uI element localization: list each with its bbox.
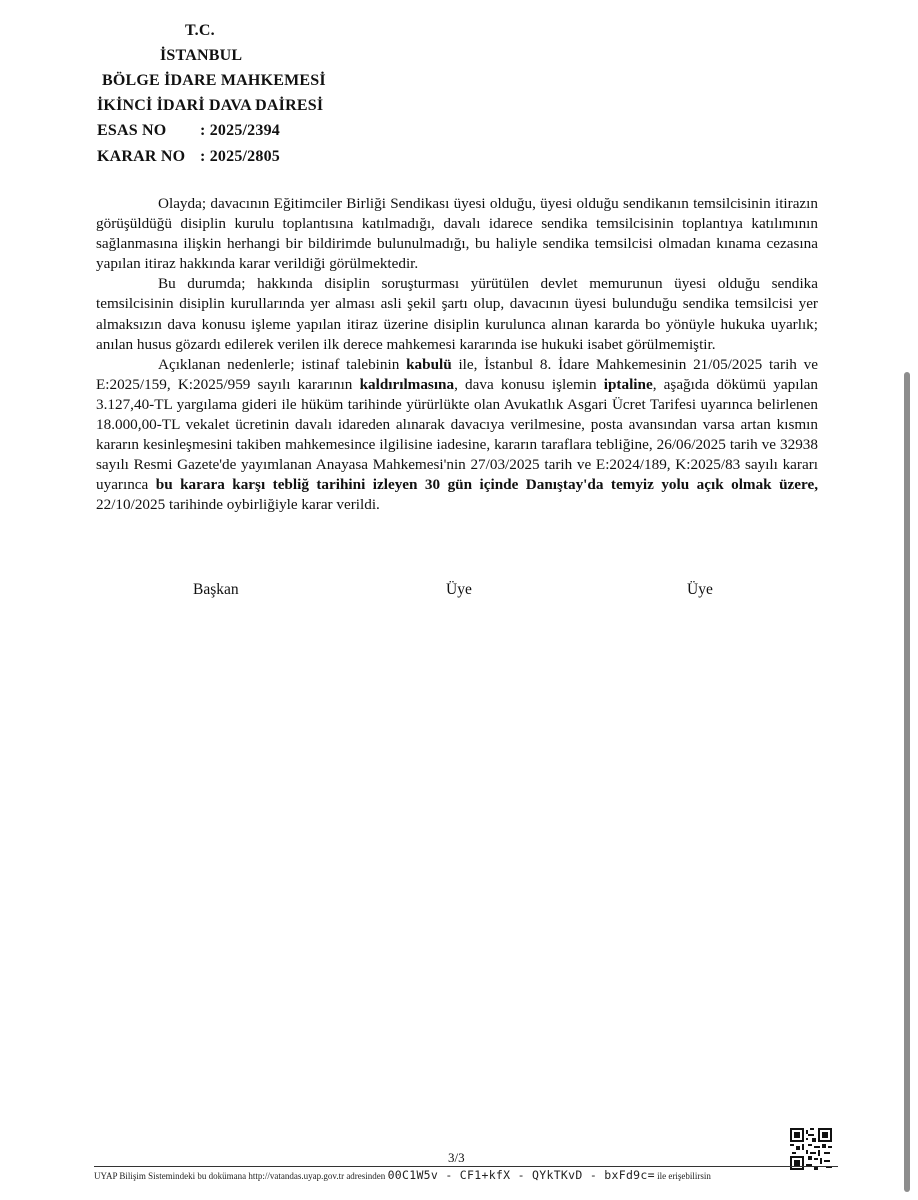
decision-body bbox=[96, 194, 818, 516]
footer-divider bbox=[94, 1166, 838, 1167]
footer-suffix: ile erişebilirsin bbox=[657, 1171, 711, 1181]
footer-prefix: UYAP Bilişim Sistemindeki bu dokümana http://vatandas.uyap.gov.tr adresinden bbox=[94, 1171, 386, 1181]
paragraph-1: Olayda; davacının Eğitimciler Birliği Sendikası üyesi olduğu, üyesi olduğu sendikanın temsilcisinin itirazın görüşüldüğü disiplin kurulu toplantısına katılmadığı, davalı idarece sendika temsilcisinin toplantıya katılımının sağlanmasına ilişkin herhangi bir bildirimde bulunulmadığı, bu haliyle sendika temsilcisi olmadan kınama cezasına yapılan itiraz hakkında karar verildiği görülmektedir. bbox=[96, 195, 818, 273]
p3-bold-kabulu: kabulü bbox=[406, 355, 452, 373]
header-court: BÖLGE İDARE MAHKEMESİ bbox=[102, 72, 326, 89]
qr-code-icon bbox=[790, 1128, 832, 1170]
p3-text-1: Açıklanan nedenlerle; istinaf talebinin bbox=[158, 355, 407, 373]
p3-text-2: ile, İstanbul 8. İdare Mahkemesinin 21/05/2025 tarih ve E:2025/159, K:2025/959 sayılı kararının bbox=[96, 355, 818, 393]
p3-text-3: , dava konusu işlemin bbox=[454, 375, 604, 393]
signature-baskan: Başkan bbox=[193, 581, 239, 598]
paragraph-3 bbox=[96, 355, 818, 516]
p3-bold-temyiz: bu karara karşı tebliğ tarihini izleyen 30 gün içinde Danıştay'da temyiz yolu açık olmak üzere, bbox=[155, 476, 819, 494]
paragraph-2: Bu durumda; hakkında disiplin soruşturması yürütülen devlet memurunun üyesi olduğu sendika temsilcisinin disiplin kurullarında yer alması asli şekil şartı olup, davacının üyesi bulunduğu sendika temsilcisi yer almaksızın dava konusu işleme yapılan itiraz üzerine disiplin kurulunca alınan kararda bo yönüyle hukuka uyarlık; anılan husus gözardı edilerek verilen ilk derece mahkemesi kararında ise hukuki isabet görülmemiştir. bbox=[96, 275, 818, 353]
page-number: 3/3 bbox=[448, 1150, 465, 1165]
footer-verification bbox=[94, 1168, 854, 1182]
p3-bold-kaldirilmasina: kaldırılmasına bbox=[359, 375, 455, 393]
verification-code: 00C1W5v - CF1+kfX - QYkTKvD - bxFd9c= bbox=[387, 1168, 655, 1182]
p3-text-4: , aşağıda dökümü yapılan 3.127,40-TL yargılama gideri ile hüküm tarihinde yürürlükte olan Avukatlık Asgari Ücret Tarifesi uyarınca belirlenen 18.000,00-TL vekalet ücretinin davalı idareden alınarak davacıya verilmesine, posta avansından varsa artan kısmın kararın kesinleşmesini takiben mahkemesince ilgilisine iadesine, kararın taraflara tebliğine, 26/06/2025 tarih ve 32938 sayılı Resmi Gazete'de yayımlanan Anayasa Mahkemesi'nin 27/03/2025 tarih ve E:2024/189, K:2025/83 sayılı kararı uyarınca bbox=[96, 375, 818, 494]
p3-text-5: 22/10/2025 tarihinde oybirliğiyle karar verildi. bbox=[96, 496, 380, 514]
signature-uye-1: Üye bbox=[446, 581, 472, 598]
karar-label: KARAR NO bbox=[97, 148, 186, 165]
p3-bold-iptaline: iptaline bbox=[603, 375, 653, 393]
header-city: İSTANBUL bbox=[160, 47, 243, 64]
signature-uye-2: Üye bbox=[687, 581, 713, 598]
esas-label: ESAS NO bbox=[97, 122, 167, 139]
header-chamber: İKİNCİ İDARİ DAVA DAİRESİ bbox=[97, 97, 324, 114]
header-tc: T.C. bbox=[185, 22, 215, 39]
esas-value: : 2025/2394 bbox=[200, 122, 280, 139]
karar-value: : 2025/2805 bbox=[200, 148, 280, 165]
scrollbar-thumb[interactable] bbox=[904, 372, 910, 1192]
